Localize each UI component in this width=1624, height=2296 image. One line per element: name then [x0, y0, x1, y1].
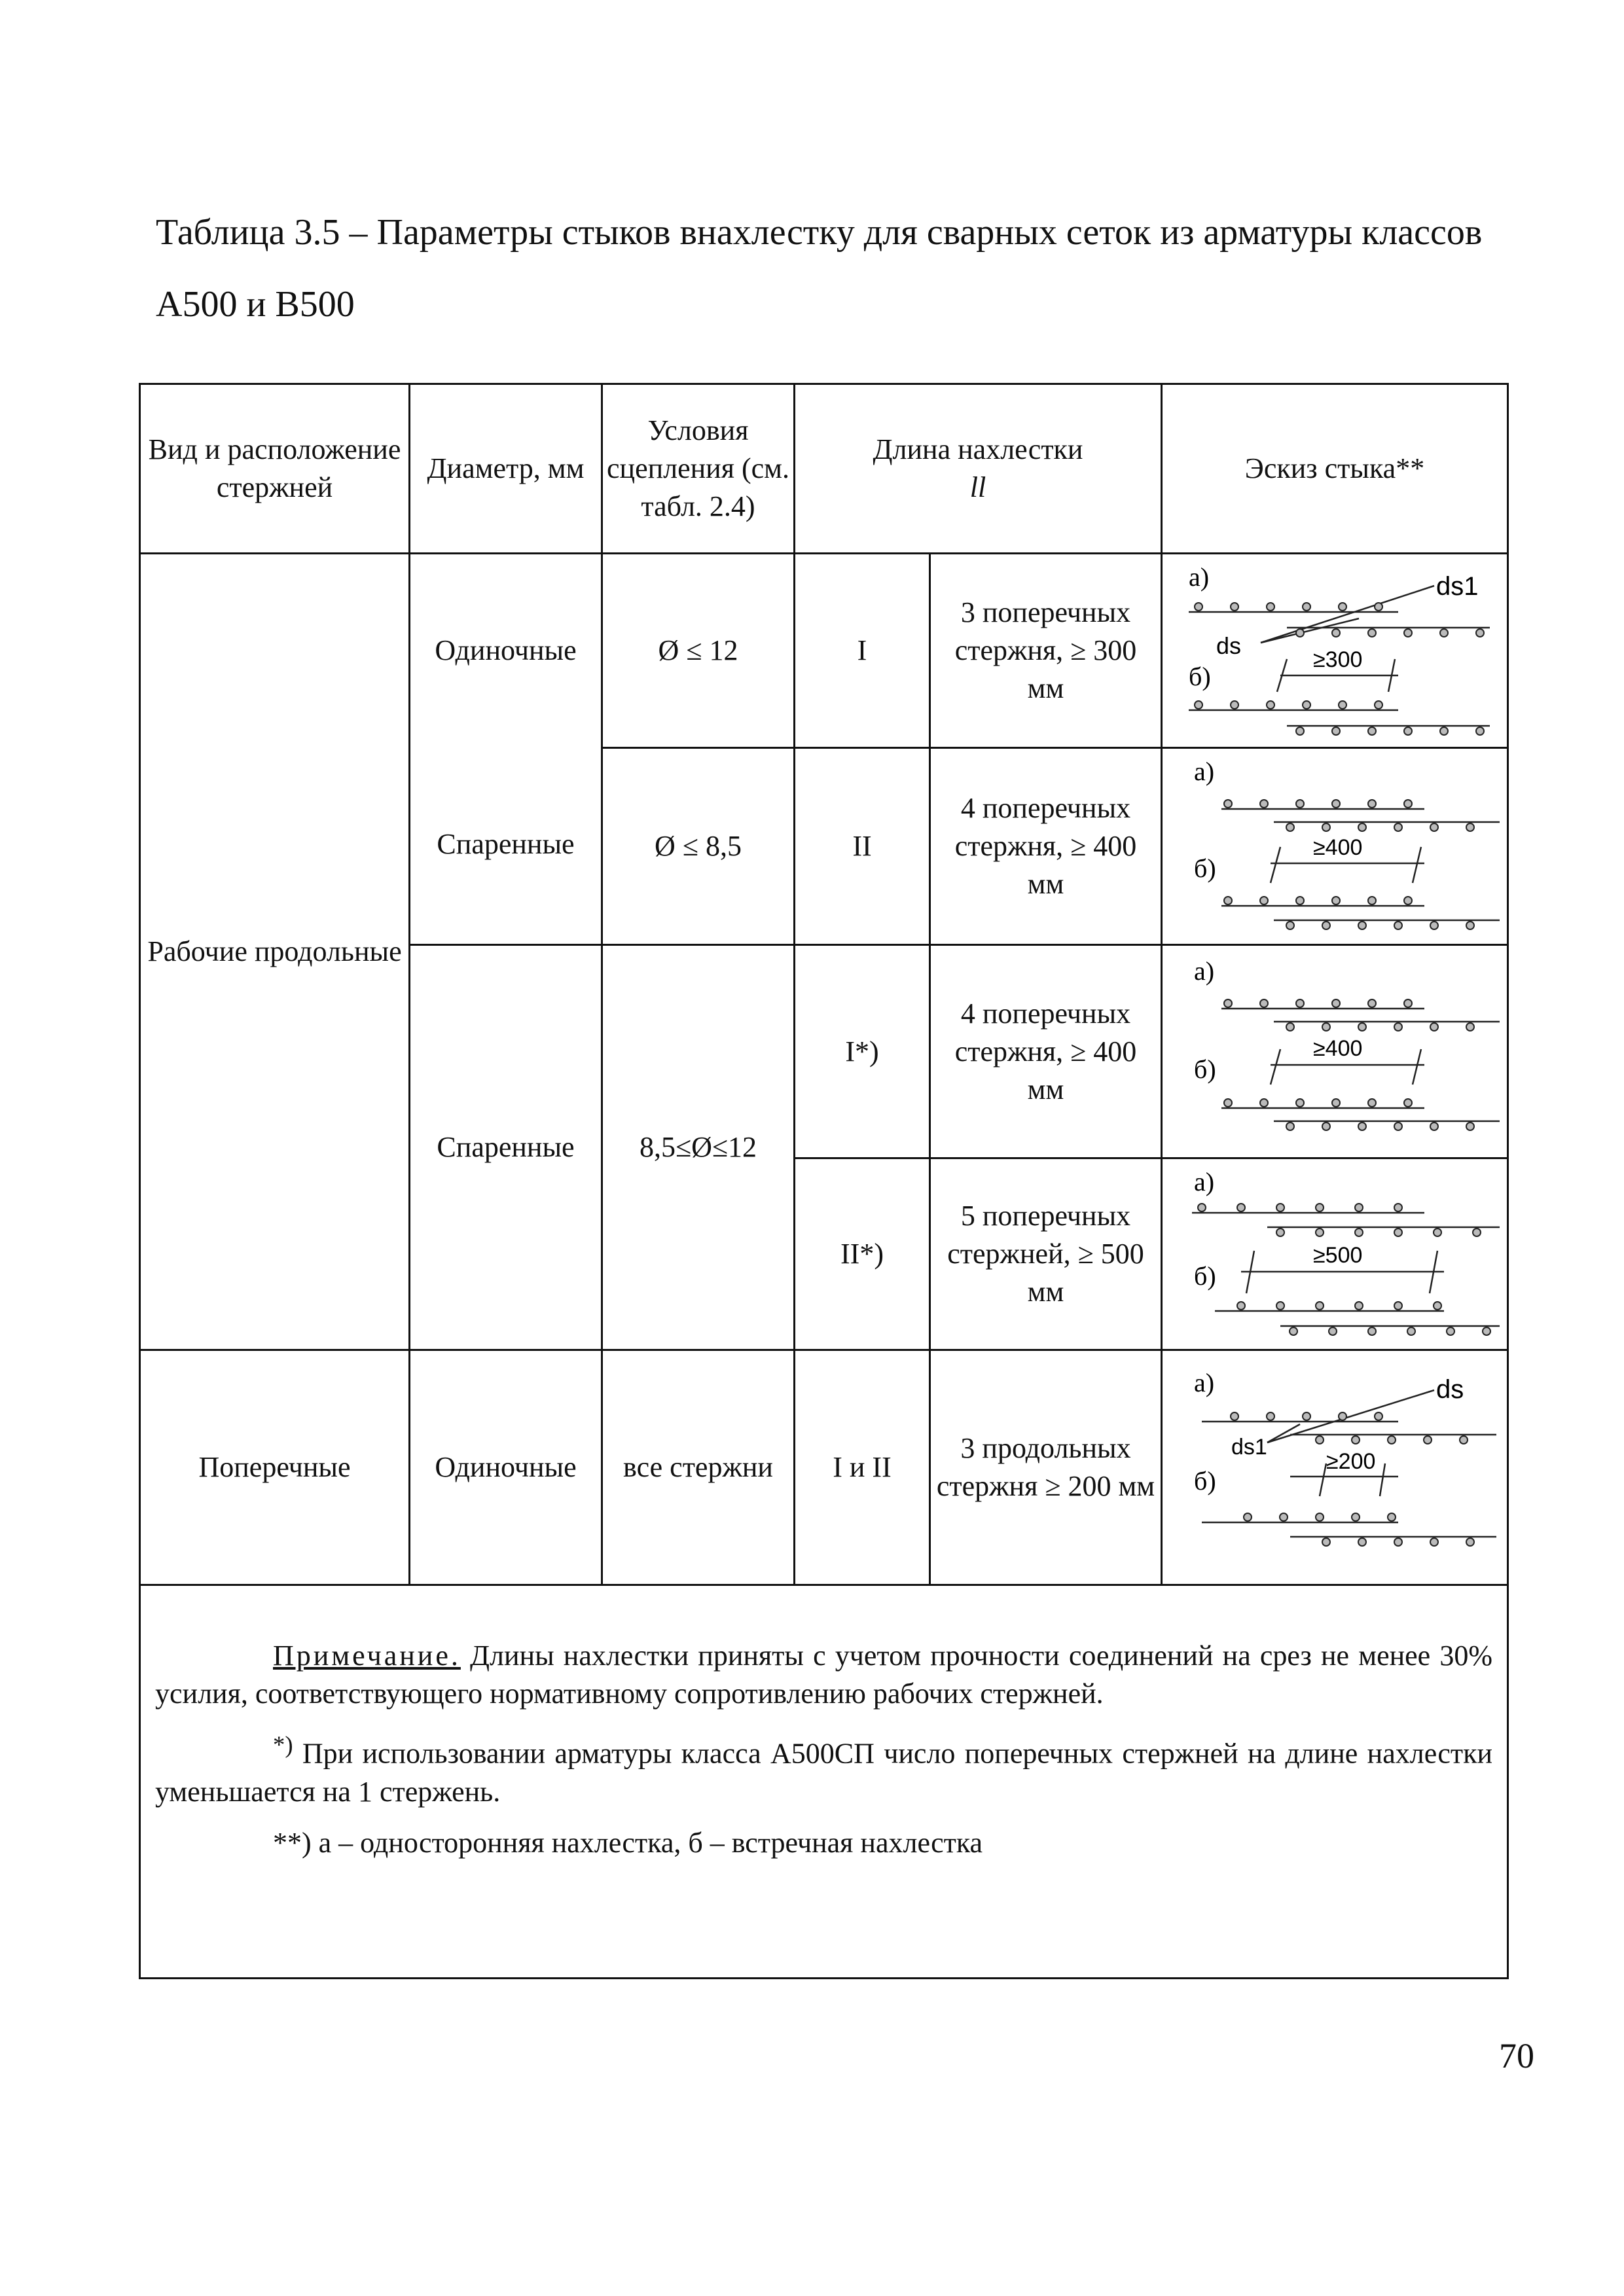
sketch-r3-drawing [1163, 946, 1509, 1157]
cell-type-r1-r2 [410, 554, 602, 945]
caption-line-2: А500 и В500 [156, 284, 355, 325]
lap-splice-table [139, 383, 1509, 1979]
header-lap-length [795, 384, 1162, 554]
note-2-text: При использовании арматуры класса А500СП число поперечных стержней на длине нахлестки уменьшается на 1 стержень. [155, 1737, 1492, 1808]
cell-length-r4: 5 поперечных стержней, ≥ 500 мм [930, 1158, 1162, 1350]
sketch-r5-ds1: ds1 [1231, 1435, 1267, 1460]
note-2 [155, 1726, 1492, 1811]
cell-diameter-r1: Ø ≤ 12 [602, 554, 795, 748]
sketch-r1-dim: ≥300 [1313, 647, 1363, 672]
cell-condition-r1: I [795, 554, 930, 748]
note-3: **) а – односторонняя нахлестка, б – встречная нахлестка [273, 1826, 983, 1859]
sketch-r1-label-a: а) [1189, 562, 1210, 592]
sketch-r2-dim: ≥400 [1313, 835, 1363, 860]
header-bar-type: Вид и расположение стержней [140, 384, 410, 554]
table-row [140, 1350, 1508, 1585]
cell-condition-r4: II*) [795, 1158, 930, 1350]
page-number: 70 [1499, 2036, 1534, 2075]
cell-diameter-r3-r4: 8,5≤Ø≤12 [602, 945, 795, 1350]
note-2-mark: *) [273, 1731, 293, 1758]
header-bond-conditions: Условия сцепления (см. табл. 2.4) [602, 384, 795, 554]
sketch-r5-ds: ds [1436, 1375, 1464, 1404]
group-transverse: Поперечные [140, 1350, 410, 1585]
note-1-text: Длины нахлестки приняты с учетом прочности соединений на срез не менее 30% усилия, соответствующего нормативному сопротивлению рабочих стержней. [155, 1640, 1492, 1710]
sketch-r1 [1162, 554, 1508, 748]
note-1 [155, 1637, 1492, 1713]
cell-length-r3: 4 поперечных стержня, ≥ 400 мм [930, 945, 1162, 1158]
cell-length-r1: 3 поперечных стержня, ≥ 300 мм [930, 554, 1162, 748]
sketch-r4 [1162, 1158, 1508, 1350]
cell-diameter-r5: все стержни [602, 1350, 795, 1585]
sketch-r3-dim: ≥400 [1313, 1036, 1363, 1061]
caption-line-1: Таблица 3.5 – Параметры стыков внахлестку для сварных сеток из арматуры классов [156, 212, 1483, 253]
sketch-r1-label-b: б) [1189, 662, 1211, 691]
sketch-r5-label-a: а) [1194, 1368, 1215, 1397]
sketch-r2-drawing [1163, 749, 1509, 944]
cell-condition-r3: I*) [795, 945, 930, 1158]
cell-type-r5: Одиночные [410, 1350, 602, 1585]
sketch-r4-bars [1198, 1204, 1490, 1335]
header-diameter: Диаметр, мм [410, 384, 602, 554]
cell-type-r3-r4: Спаренные [410, 945, 602, 1350]
header-lap-length-label: Длина нахлестки [873, 433, 1083, 465]
header-row [140, 384, 1508, 554]
sketch-r1-ds1: ds1 [1436, 572, 1479, 601]
sketch-r3-label-a: а) [1194, 956, 1215, 986]
sketch-r2-bars [1224, 800, 1474, 929]
sketch-r5 [1162, 1350, 1508, 1585]
sketch-r2 [1162, 748, 1508, 945]
sketch-r5-dim: ≥200 [1326, 1449, 1376, 1474]
sketch-r2-label-b: б) [1194, 853, 1216, 883]
header-lap-length-symbol: ll [969, 471, 986, 503]
sketch-r4-drawing [1163, 1159, 1509, 1349]
sketch-r3 [1162, 945, 1508, 1158]
notes-row [140, 1585, 1508, 1979]
sketch-r4-label-b: б) [1194, 1261, 1216, 1291]
group-working-longitudinal: Рабочие продольные [140, 554, 410, 1350]
cell-type-r1: Одиночные [435, 634, 577, 666]
note-1-title: Примечание. [273, 1640, 461, 1672]
sketch-r1-drawing [1163, 554, 1509, 747]
table-caption [156, 196, 1537, 340]
cell-length-r5: 3 продольных стержня ≥ 200 мм [930, 1350, 1162, 1585]
header-sketch: Эскиз стыка** [1162, 384, 1508, 554]
sketch-r3-label-b: б) [1194, 1054, 1216, 1084]
sketch-r1-ds: ds [1216, 632, 1242, 659]
sketch-r2-label-a: а) [1194, 757, 1215, 786]
cell-diameter-r2: Ø ≤ 8,5 [602, 748, 795, 945]
sketch-r4-label-a: а) [1194, 1167, 1215, 1196]
sketch-r5-label-b: б) [1194, 1466, 1216, 1496]
cell-condition-r2: II [795, 748, 930, 945]
cell-type-r2: Спаренные [437, 828, 575, 860]
table-row [140, 554, 1508, 748]
cell-condition-r5: I и II [795, 1350, 930, 1585]
notes-cell [140, 1585, 1508, 1979]
sketch-r4-dim: ≥500 [1313, 1243, 1363, 1268]
cell-length-r2: 4 поперечных стержня, ≥ 400 мм [930, 748, 1162, 945]
sketch-r5-bars [1231, 1412, 1474, 1546]
sketch-r5-drawing [1163, 1351, 1509, 1584]
